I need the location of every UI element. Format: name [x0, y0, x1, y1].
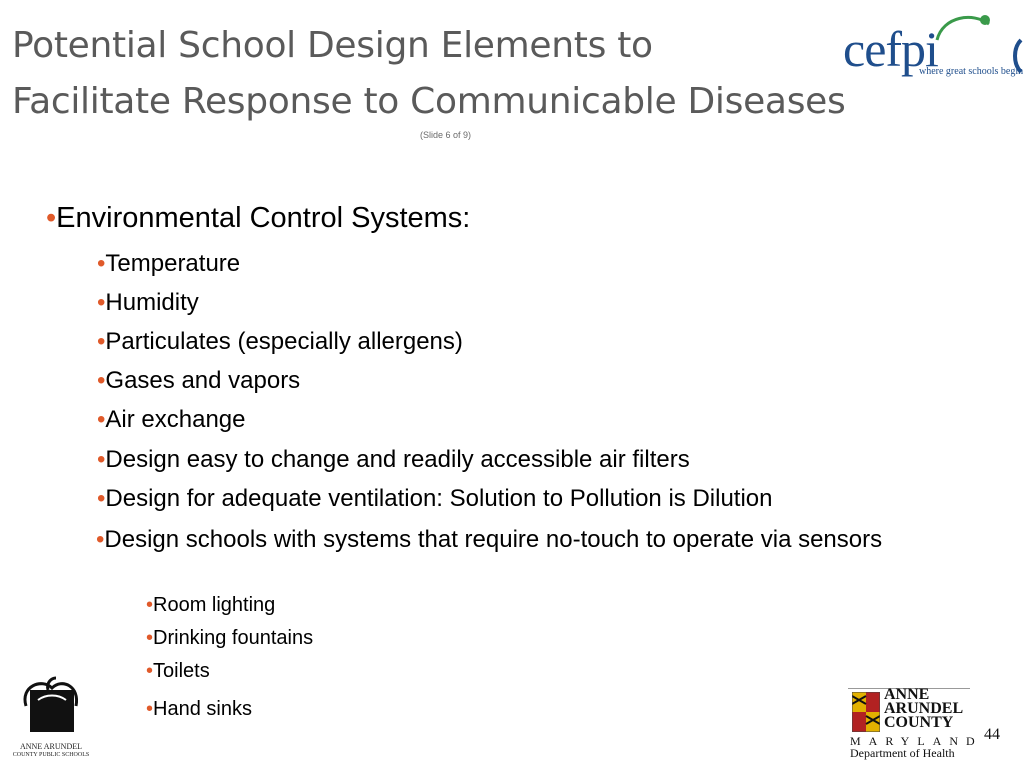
maryland-flag-icon — [852, 692, 880, 732]
bullet-item-text: Temperature — [105, 250, 241, 277]
sub-bullet-item — [146, 627, 313, 650]
cefpi-logo-word: cefpi — [843, 21, 938, 77]
bullet-main-text: Environmental Control Systems: — [56, 202, 471, 234]
bullet-item — [97, 406, 246, 434]
bullet-item — [97, 367, 300, 395]
sub-bullet-text: Hand sinks — [153, 698, 252, 720]
bullet-dot-icon: • — [146, 627, 154, 649]
apple-logo-icon — [18, 676, 82, 736]
aacps-line-2: COUNTY PUBLIC SCHOOLS — [12, 752, 90, 758]
sub-bullet-text: Toilets — [153, 660, 210, 682]
bullet-dot-icon: • — [146, 660, 154, 682]
sub-bullet-item — [146, 660, 210, 683]
bullet-main — [46, 202, 470, 235]
bullet-item-text: Air exchange — [105, 406, 246, 433]
bullet-item — [97, 289, 199, 317]
bullet-dot-icon: • — [97, 446, 106, 473]
bullet-dot-icon: • — [96, 526, 105, 553]
bullet-item-text: Design for adequate ventilation: Solution to Pollution is Dilution — [105, 485, 773, 512]
title-line-1: Potential School Design Elements to — [12, 25, 653, 66]
bullet-item — [97, 485, 772, 513]
bullet-dot-icon: • — [97, 328, 106, 355]
sub-bullet-item — [146, 594, 275, 617]
bullet-item — [97, 250, 240, 278]
bullet-item — [97, 328, 463, 356]
county-line-1: ANNE — [884, 686, 930, 703]
sub-bullet-text: Drinking fountains — [153, 627, 314, 649]
bullet-dot-icon: • — [97, 289, 106, 316]
bullet-dot-icon: • — [97, 367, 106, 394]
bullet-dot-icon: • — [46, 202, 57, 234]
bullet-item-text: Particulates (especially allergens) — [105, 328, 463, 355]
sub-bullet-text: Room lighting — [153, 594, 276, 616]
slide-subtitle: (Slide 6 of 9) — [420, 130, 472, 140]
county-line-2: ARUNDEL — [884, 700, 964, 717]
bullet-dot-icon: • — [97, 250, 106, 277]
bullet-item-text: Humidity — [105, 289, 199, 316]
health-county-name — [884, 688, 963, 730]
health-dept-logo — [848, 686, 983, 764]
county-line-3: COUNTY — [884, 714, 954, 731]
aacps-line-1: ANNE ARUNDEL — [20, 742, 82, 751]
bullet-item — [96, 524, 936, 555]
title-line-2: Facilitate Response to Communicable Diseases — [12, 81, 846, 122]
bullet-item-text: Gases and vapors — [105, 367, 301, 394]
bullet-dot-icon: • — [146, 698, 154, 720]
sub-bullet-item — [146, 698, 252, 721]
bullet-item-text: Design easy to change and readily accessible air filters — [105, 446, 690, 473]
bullet-dot-icon: • — [146, 594, 154, 616]
page-number: 44 — [984, 726, 1000, 743]
bullet-item-text: Design schools with systems that require no-touch to operate via sensors — [104, 526, 883, 553]
health-department: Department of Health — [850, 746, 955, 760]
cefpi-tagline: where great schools begin — [919, 66, 1024, 77]
health-state: MARYLAND — [850, 734, 983, 748]
bullet-item — [97, 446, 690, 474]
bullet-dot-icon: • — [97, 485, 106, 512]
aacps-logo — [10, 676, 92, 764]
aacps-logo-text — [10, 742, 92, 760]
bullet-dot-icon: • — [97, 406, 106, 433]
